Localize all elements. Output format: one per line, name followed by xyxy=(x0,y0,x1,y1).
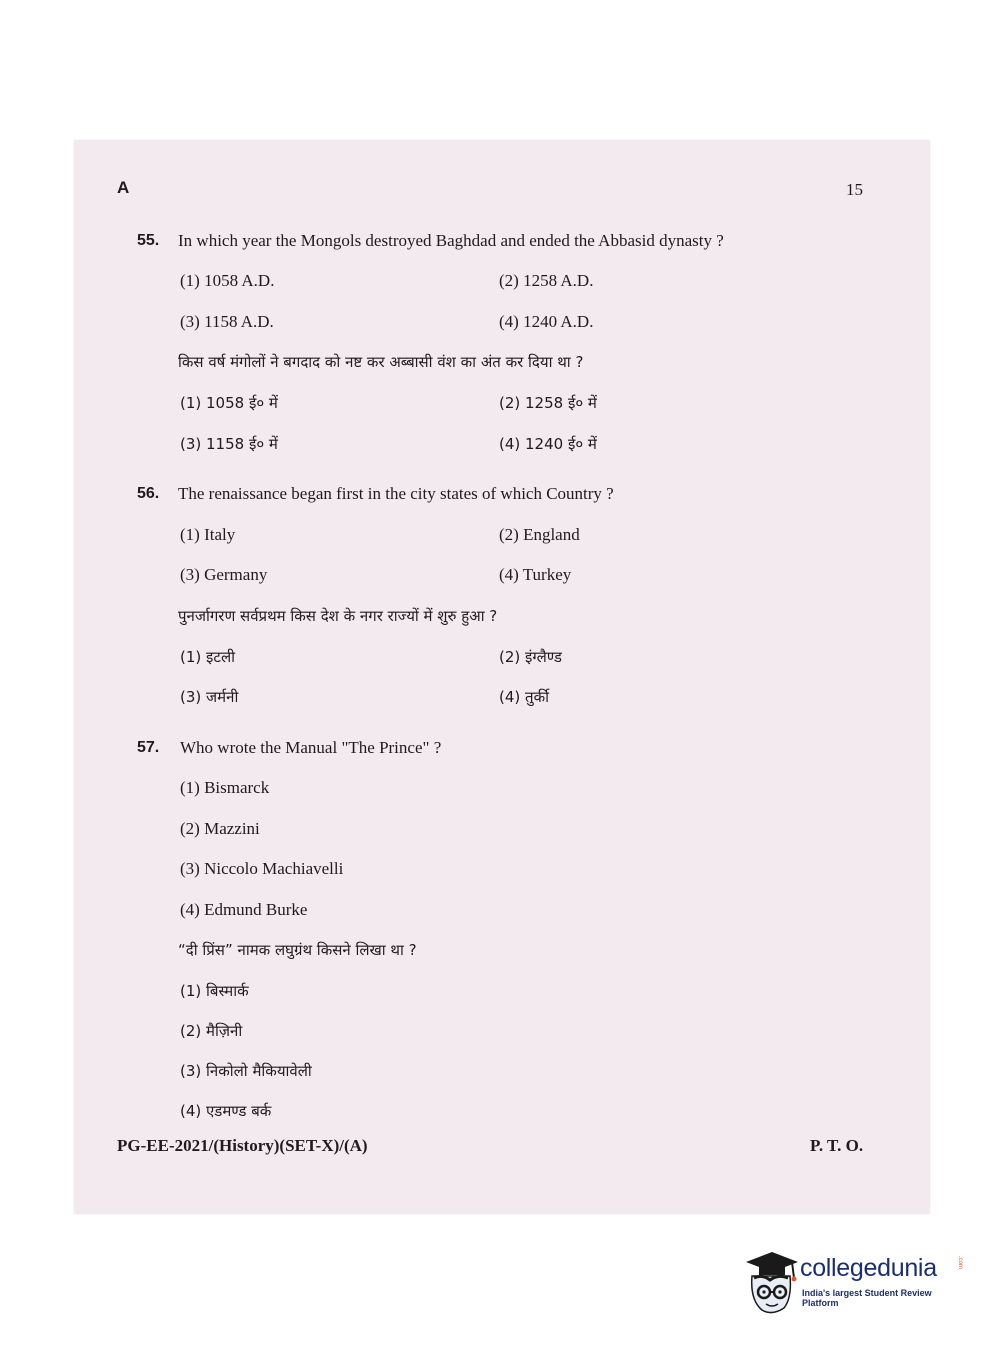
option-en: (2) Mazzini xyxy=(180,819,260,838)
option-hi: (1) 1058 ई० में xyxy=(180,394,278,412)
set-letter: A xyxy=(117,178,130,197)
option-en: (4) Edmund Burke xyxy=(180,900,308,919)
logo-wordmark: collegedunia xyxy=(800,1254,937,1282)
option-en: (1) 1058 A.D. xyxy=(180,271,275,290)
option-hi: (4) तुर्की xyxy=(499,688,549,706)
question-number: 55. xyxy=(137,232,160,249)
question-text-hi: “दी प्रिंस” नामक लघुग्रंथ किसने लिखा था ? xyxy=(178,941,417,959)
option-en: (4) Turkey xyxy=(499,565,572,584)
option-hi: (3) निकोलो मैकियावेली xyxy=(180,1062,312,1080)
option-hi: (2) इंग्लैण्ड xyxy=(499,648,562,666)
option-hi: (2) 1258 ई० में xyxy=(499,394,597,412)
option-en: (2) England xyxy=(499,525,580,544)
question-text-en: The renaissance began first in the city states of which Country ? xyxy=(178,484,614,503)
collegedunia-logo xyxy=(742,1248,967,1318)
option-hi: (3) जर्मनी xyxy=(180,688,239,706)
question-text-hi: पुनर्जागरण सर्वप्रथम किस देश के नगर राज्यों में शुरु हुआ ? xyxy=(178,607,498,625)
option-hi: (4) एडमण्ड बर्क xyxy=(180,1102,272,1120)
question-text-hi: किस वर्ष मंगोलों ने बगदाद को नष्ट कर अब्बासी वंश का अंत कर दिया था ? xyxy=(178,353,584,371)
option-hi: (4) 1240 ई० में xyxy=(499,435,597,453)
question-text-en: In which year the Mongols destroyed Baghdad and ended the Abbasid dynasty ? xyxy=(178,231,724,250)
exam-page xyxy=(74,140,930,1214)
option-en: (3) Germany xyxy=(180,565,268,584)
graduate-cartoon-icon xyxy=(742,1248,800,1318)
question-number: 56. xyxy=(137,485,160,502)
question-text-en: Who wrote the Manual "The Prince" ? xyxy=(180,738,442,757)
option-en: (3) 1158 A.D. xyxy=(180,312,274,331)
option-hi: (1) इटली xyxy=(180,648,235,666)
option-en: (3) Niccolo Machiavelli xyxy=(180,859,344,878)
option-hi: (1) बिस्मार्क xyxy=(180,982,249,1000)
option-en: (4) 1240 A.D. xyxy=(499,312,594,331)
pto-label: P. T. O. xyxy=(810,1136,864,1155)
option-en: (2) 1258 A.D. xyxy=(499,271,594,290)
paper-code: PG-EE-2021/(History)(SET-X)/(A) xyxy=(117,1136,368,1155)
option-en: (1) Bismarck xyxy=(180,778,270,797)
option-hi: (2) मैज़िनी xyxy=(180,1022,243,1040)
option-hi: (3) 1158 ई० में xyxy=(180,435,278,453)
page-number: 15 xyxy=(846,180,863,199)
logo-dotcom: .com xyxy=(957,1256,963,1270)
logo-tagline: India's largest Student Review Platform xyxy=(802,1288,932,1308)
question-number: 57. xyxy=(137,739,160,756)
option-en: (1) Italy xyxy=(180,525,236,544)
